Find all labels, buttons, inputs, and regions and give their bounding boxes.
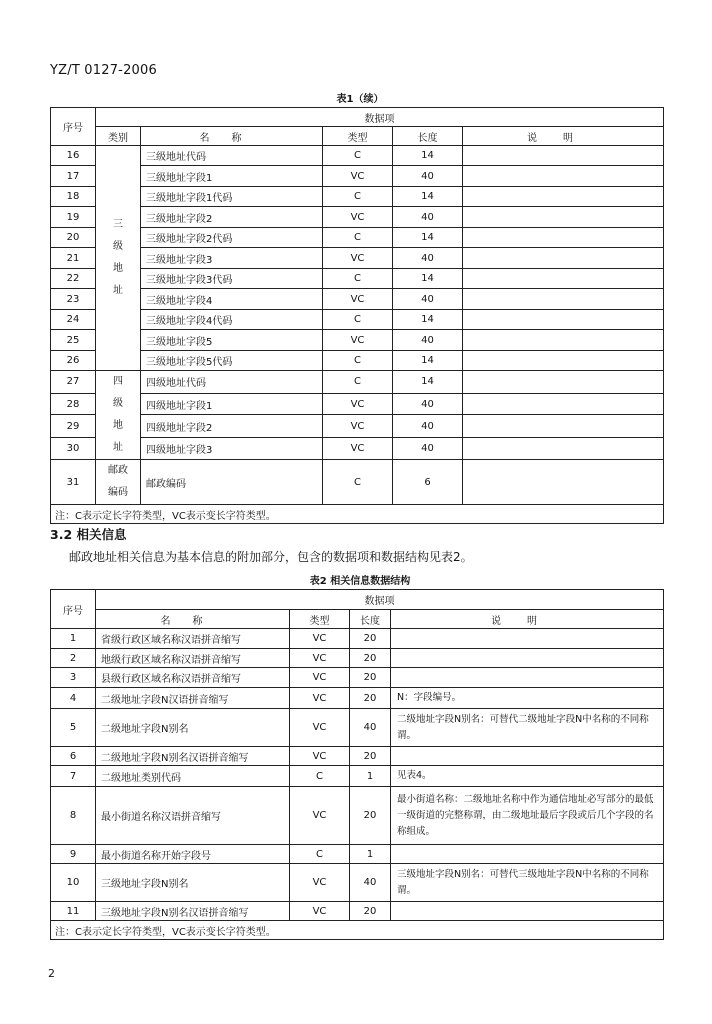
row-type: VC <box>323 393 393 415</box>
row-description <box>463 289 664 310</box>
group-label-part: 三 <box>113 219 123 230</box>
group-label <box>96 146 141 371</box>
group-label-part: 邮政 <box>108 465 128 476</box>
row-seq: 26 <box>51 351 96 371</box>
row-name: 二级地址字段N汉语拼音缩写 <box>96 688 290 709</box>
group-label-part: 址 <box>113 442 123 453</box>
row-seq: 1 <box>51 629 96 649</box>
row-type: VC <box>290 649 350 668</box>
row-type: VC <box>290 747 350 766</box>
row-seq: 19 <box>51 207 96 228</box>
table-row <box>51 146 664 166</box>
table-row <box>51 845 664 864</box>
row-length: 40 <box>350 709 391 747</box>
row-length: 40 <box>393 438 463 460</box>
row-seq: 6 <box>51 747 96 766</box>
row-length: 14 <box>393 269 463 289</box>
row-description <box>391 668 664 688</box>
table1-caption: 表1（续） <box>336 94 384 105</box>
page-number: 2 <box>48 967 55 980</box>
row-type: C <box>290 766 350 787</box>
row-seq: 5 <box>51 709 96 747</box>
row-description <box>463 330 664 351</box>
row-description: 三级地址字段N别名：可替代三级地址字段N中名称的不同称谓。 <box>391 864 664 902</box>
row-name: 三级地址字段1代码 <box>141 187 323 207</box>
table-row <box>51 629 664 649</box>
table-row <box>51 310 664 330</box>
row-description <box>463 438 664 460</box>
row-length: 40 <box>350 864 391 902</box>
row-name: 最小街道名称汉语拼音缩写 <box>96 787 290 845</box>
row-type: VC <box>290 864 350 902</box>
row-seq: 29 <box>51 415 96 438</box>
row-description <box>391 747 664 766</box>
row-name: 三级地址字段N别名 <box>96 864 290 902</box>
table-row <box>51 187 664 207</box>
table2-header-data-items: 数据项 <box>96 590 664 610</box>
row-description <box>463 371 664 394</box>
row-description: 最小街道名称：二级地址名称中作为通信地址必写部分的最低一级街道的完整称谓，由二级地址最后字段或后几个字段的名称组成。 <box>391 787 664 845</box>
row-description: 二级地址字段N别名：可替代二级地址字段N中名称的不同称谓。 <box>391 709 664 747</box>
row-name: 二级地址字段N别名 <box>96 709 290 747</box>
group-label-part: 级 <box>113 241 123 252</box>
row-name: 邮政编码 <box>141 460 323 505</box>
row-length: 14 <box>393 371 463 394</box>
document-id: YZ/T 0127-2006 <box>50 63 157 78</box>
row-seq: 20 <box>51 228 96 248</box>
group-label-part: 地 <box>113 263 123 274</box>
row-description <box>391 629 664 649</box>
row-description <box>463 310 664 330</box>
row-length: 1 <box>350 845 391 864</box>
row-seq: 3 <box>51 668 96 688</box>
row-description <box>463 146 664 166</box>
row-seq: 22 <box>51 269 96 289</box>
row-seq: 27 <box>51 371 96 394</box>
row-description <box>391 649 664 668</box>
table-row <box>51 228 664 248</box>
row-name: 三级地址字段5 <box>141 330 323 351</box>
row-length: 1 <box>350 766 391 787</box>
row-type: C <box>323 187 393 207</box>
row-name: 地级行政区域名称汉语拼音缩写 <box>96 649 290 668</box>
row-seq: 8 <box>51 787 96 845</box>
table1-header-description: 说明 <box>463 127 664 146</box>
row-type: VC <box>323 289 393 310</box>
row-name: 三级地址字段2 <box>141 207 323 228</box>
row-length: 14 <box>393 310 463 330</box>
row-type: C <box>323 228 393 248</box>
table-row <box>51 747 664 766</box>
group-label <box>96 371 141 460</box>
row-type: C <box>323 269 393 289</box>
row-seq: 4 <box>51 688 96 709</box>
row-name: 四级地址字段2 <box>141 415 323 438</box>
table-row <box>51 289 664 310</box>
row-type: C <box>323 371 393 394</box>
row-length: 14 <box>393 187 463 207</box>
row-length: 14 <box>393 228 463 248</box>
row-name: 四级地址代码 <box>141 371 323 394</box>
row-seq: 25 <box>51 330 96 351</box>
row-length: 40 <box>393 248 463 269</box>
row-name: 三级地址字段1 <box>141 166 323 187</box>
row-seq: 10 <box>51 864 96 902</box>
table1-note: 注：C表示定长字符类型，VC表示变长字符类型。 <box>51 505 664 524</box>
table-row <box>51 709 664 747</box>
row-name: 三级地址字段N别名汉语拼音缩写 <box>96 902 290 921</box>
table1 <box>50 107 664 524</box>
row-seq: 24 <box>51 310 96 330</box>
row-description <box>463 351 664 371</box>
table1-header-length: 长度 <box>393 127 463 146</box>
row-seq: 28 <box>51 393 96 415</box>
table-row <box>51 460 664 505</box>
row-seq: 30 <box>51 438 96 460</box>
row-seq: 23 <box>51 289 96 310</box>
row-type: VC <box>323 330 393 351</box>
row-name: 三级地址字段5代码 <box>141 351 323 371</box>
row-description <box>391 845 664 864</box>
table-row <box>51 269 664 289</box>
section-paragraph: 邮政地址相关信息为基本信息的附加部分，包含的数据项和数据结构见表2。 <box>69 550 473 564</box>
row-description <box>391 902 664 921</box>
table-row <box>51 330 664 351</box>
row-name: 最小街道名称开始字段号 <box>96 845 290 864</box>
row-name: 四级地址字段1 <box>141 393 323 415</box>
table2-caption: 表2 相关信息数据结构 <box>309 576 411 587</box>
row-length: 40 <box>393 207 463 228</box>
row-type: VC <box>290 629 350 649</box>
row-description: N：字段编号。 <box>391 688 664 709</box>
group-label-part: 级 <box>113 398 123 409</box>
row-seq: 11 <box>51 902 96 921</box>
row-description <box>463 228 664 248</box>
group-label <box>96 460 141 505</box>
table2-header-description: 说明 <box>391 610 664 629</box>
row-name: 三级地址字段3代码 <box>141 269 323 289</box>
row-description: 见表4。 <box>391 766 664 787</box>
table1-header-category: 类别 <box>96 127 141 146</box>
table-row <box>51 649 664 668</box>
row-type: VC <box>323 207 393 228</box>
row-type: C <box>323 351 393 371</box>
row-length: 20 <box>350 668 391 688</box>
row-length: 20 <box>350 902 391 921</box>
row-seq: 9 <box>51 845 96 864</box>
row-name: 二级地址字段N别名汉语拼音缩写 <box>96 747 290 766</box>
row-length: 40 <box>393 393 463 415</box>
row-seq: 18 <box>51 187 96 207</box>
row-length: 20 <box>350 688 391 709</box>
row-type: C <box>290 845 350 864</box>
row-seq: 31 <box>51 460 96 505</box>
row-length: 20 <box>350 787 391 845</box>
row-type: VC <box>323 248 393 269</box>
table2 <box>50 589 664 940</box>
row-type: VC <box>290 902 350 921</box>
row-description <box>463 415 664 438</box>
row-type: VC <box>323 415 393 438</box>
group-label-part: 址 <box>113 285 123 296</box>
row-type: VC <box>323 438 393 460</box>
table2-note: 注：C表示定长字符类型，VC表示变长字符类型。 <box>51 921 664 940</box>
table-row <box>51 166 664 187</box>
row-seq: 16 <box>51 146 96 166</box>
row-length: 6 <box>393 460 463 505</box>
row-seq: 2 <box>51 649 96 668</box>
table2-header-seq: 序号 <box>51 590 96 629</box>
row-name: 四级地址字段3 <box>141 438 323 460</box>
row-name: 三级地址字段3 <box>141 248 323 269</box>
row-description <box>463 269 664 289</box>
row-seq: 21 <box>51 248 96 269</box>
row-type: VC <box>290 709 350 747</box>
table-row <box>51 787 664 845</box>
row-length: 14 <box>393 351 463 371</box>
table-row <box>51 864 664 902</box>
table-row <box>51 393 664 415</box>
table-row <box>51 766 664 787</box>
table-row <box>51 207 664 228</box>
row-type: VC <box>290 668 350 688</box>
row-description <box>463 166 664 187</box>
table-row <box>51 415 664 438</box>
group-label-part: 编码 <box>108 487 128 498</box>
row-type: VC <box>290 688 350 709</box>
row-length: 20 <box>350 629 391 649</box>
row-length: 20 <box>350 747 391 766</box>
row-length: 40 <box>393 415 463 438</box>
row-name: 三级地址字段4 <box>141 289 323 310</box>
row-name: 二级地址类别代码 <box>96 766 290 787</box>
table1-header-type: 类型 <box>323 127 393 146</box>
table-row <box>51 351 664 371</box>
row-description <box>463 207 664 228</box>
row-name: 三级地址字段2代码 <box>141 228 323 248</box>
table-row <box>51 248 664 269</box>
table-row <box>51 438 664 460</box>
group-label-part: 地 <box>113 420 123 431</box>
row-name: 省级行政区域名称汉语拼音缩写 <box>96 629 290 649</box>
row-description <box>463 460 664 505</box>
row-description <box>463 248 664 269</box>
table1-header-name: 名称 <box>141 127 323 146</box>
row-type: C <box>323 310 393 330</box>
row-name: 三级地址代码 <box>141 146 323 166</box>
table-row <box>51 902 664 921</box>
row-length: 40 <box>393 166 463 187</box>
table-row <box>51 668 664 688</box>
row-length: 20 <box>350 649 391 668</box>
row-length: 14 <box>393 146 463 166</box>
row-seq: 7 <box>51 766 96 787</box>
row-type: VC <box>290 787 350 845</box>
row-name: 三级地址字段4代码 <box>141 310 323 330</box>
table-row <box>51 371 664 394</box>
section-title: 3.2 相关信息 <box>50 527 127 542</box>
row-length: 40 <box>393 330 463 351</box>
row-type: VC <box>323 166 393 187</box>
row-type: C <box>323 460 393 505</box>
table2-header-type: 类型 <box>290 610 350 629</box>
row-name: 县级行政区域名称汉语拼音缩写 <box>96 668 290 688</box>
row-seq: 17 <box>51 166 96 187</box>
table1-header-seq: 序号 <box>51 108 96 146</box>
row-type: C <box>323 146 393 166</box>
row-description <box>463 187 664 207</box>
table2-header-length: 长度 <box>350 610 391 629</box>
table1-header-data-items: 数据项 <box>96 108 664 127</box>
row-description <box>463 393 664 415</box>
table-row <box>51 688 664 709</box>
group-label-part: 四 <box>113 376 123 387</box>
row-length: 40 <box>393 289 463 310</box>
table2-header-name: 名称 <box>96 610 290 629</box>
